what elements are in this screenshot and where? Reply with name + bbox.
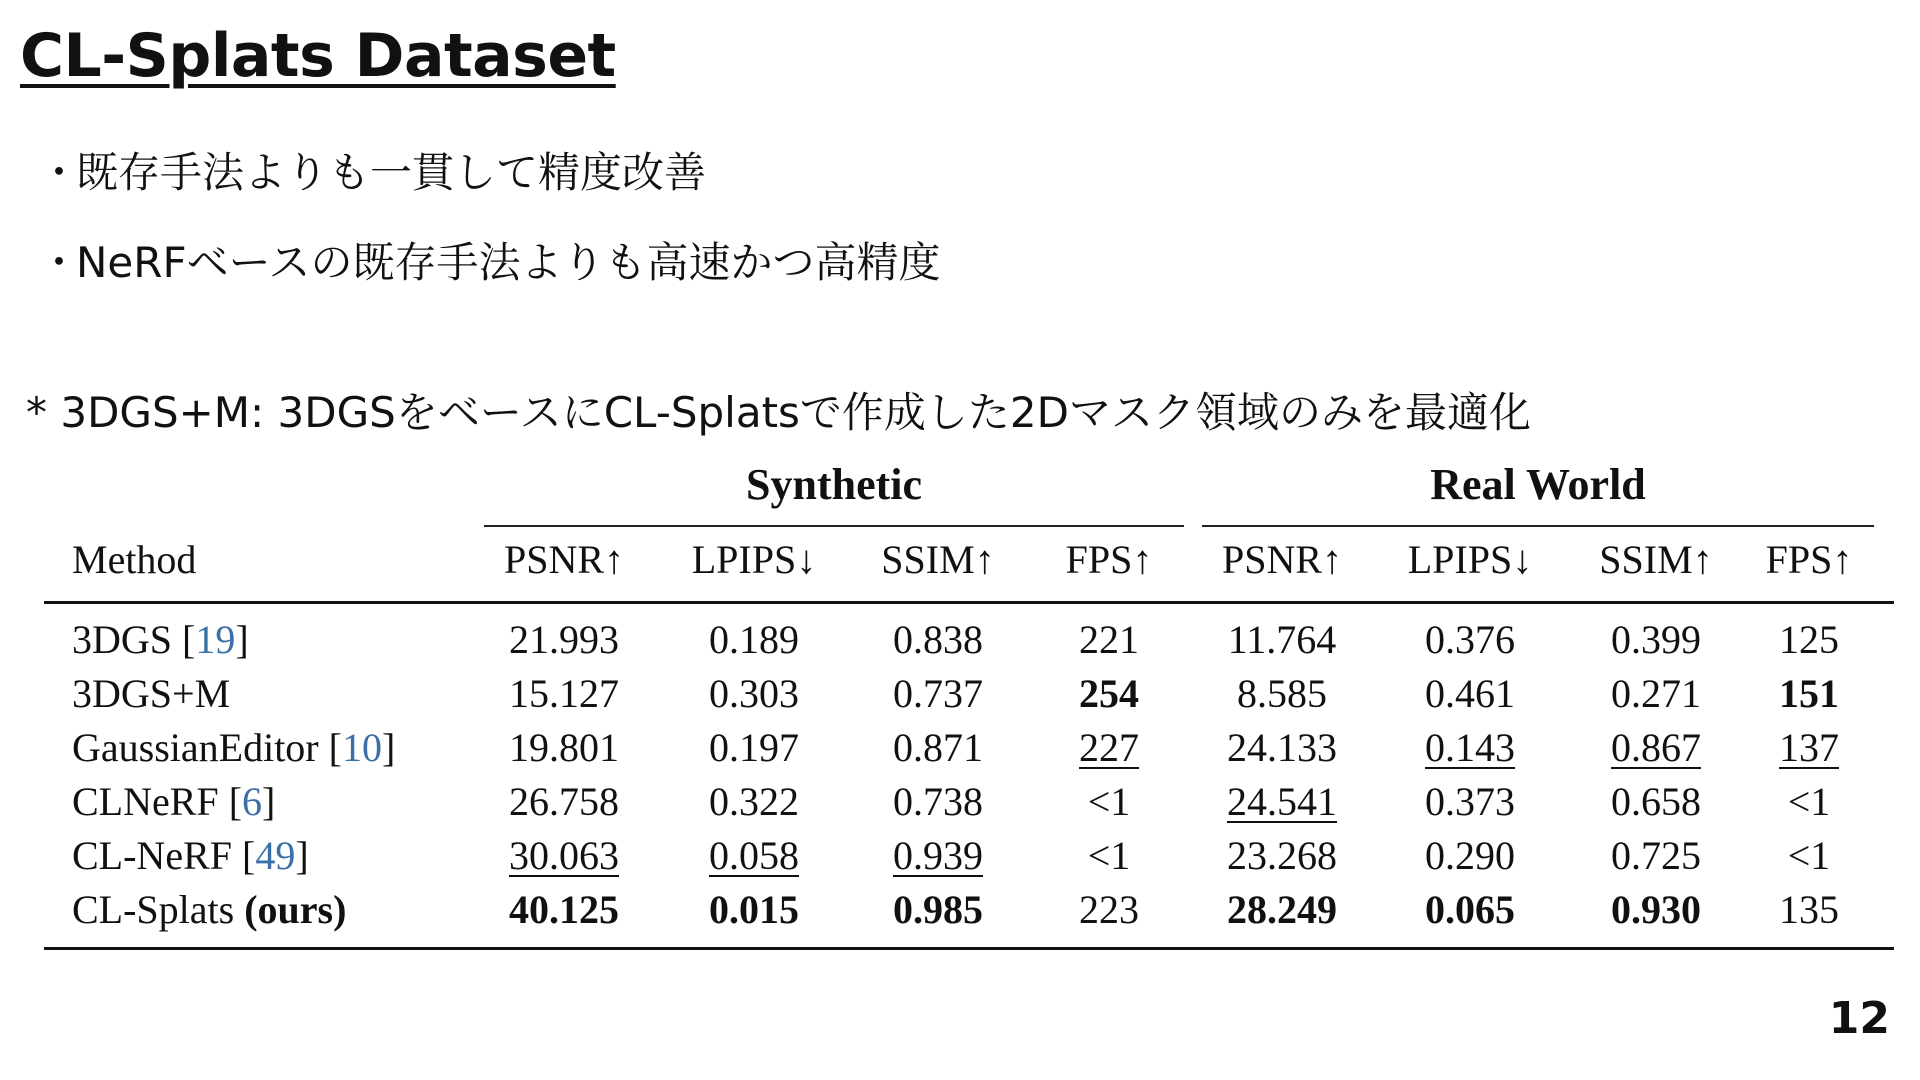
method-cell (72, 829, 309, 883)
column-header-row (44, 533, 1894, 587)
value-cell: 19.801 (509, 725, 619, 770)
column-header-method: Method (72, 537, 197, 582)
value-cell: 21.993 (509, 617, 619, 662)
value-cell: 0.737 (893, 671, 983, 716)
value-cell: 0.290 (1425, 833, 1515, 878)
method-name: CL-NeRF (72, 833, 242, 878)
bullet-marker: ・ (38, 148, 81, 197)
value-cell: 0.373 (1425, 779, 1515, 824)
method-cell (72, 613, 249, 667)
value-cell: 30.063 (509, 833, 619, 878)
column-header-psnr-real: PSNR↑ (1221, 537, 1343, 582)
citation-bracket: [ (228, 779, 243, 824)
value-cell: 137 (1779, 725, 1839, 770)
citation-bracket: [ (328, 725, 342, 770)
bullet-item (38, 218, 941, 308)
bullet-text: NeRFベースの既存手法よりも高速かつ高精度 (76, 238, 941, 287)
citation-link[interactable]: 19 (195, 617, 236, 662)
method-cell (72, 667, 230, 721)
page-number: 12 (1828, 993, 1890, 1044)
column-header-ssim-synthetic: SSIM↑ (881, 537, 995, 582)
value-cell: 221 (1079, 617, 1139, 662)
value-cell: 40.125 (509, 887, 619, 932)
table-row (44, 775, 1894, 829)
value-cell: <1 (1787, 833, 1831, 878)
value-cell: 0.322 (709, 779, 799, 824)
method-cell (72, 883, 346, 937)
column-header-psnr-synthetic: PSNR↑ (503, 537, 625, 582)
table-mid-rule (44, 601, 1894, 604)
value-cell: 11.764 (1227, 617, 1337, 662)
value-cell: <1 (1087, 833, 1131, 878)
table-row (44, 667, 1894, 721)
value-cell: 0.189 (709, 617, 799, 662)
method-name: CLNeRF (72, 779, 229, 824)
table-row (44, 613, 1894, 667)
group-header-real-world: Real World (1202, 455, 1874, 527)
citation-bracket: ] (381, 725, 396, 770)
citation-link[interactable]: 6 (242, 779, 263, 824)
citation-bracket: ] (295, 833, 309, 878)
bullet-text: 既存手法よりも一貫して精度改善 (76, 148, 707, 197)
value-cell: 0.015 (709, 887, 799, 932)
table-row (44, 829, 1894, 883)
method-name: CL-Splats (72, 887, 245, 932)
method-name: 3DGS (72, 617, 183, 662)
value-cell: 151 (1779, 671, 1839, 716)
value-cell: 0.985 (893, 887, 983, 932)
citation-bracket: ] (235, 617, 249, 662)
column-header-fps-synthetic: FPS↑ (1065, 537, 1153, 582)
method-name-suffix: (ours) (244, 887, 347, 932)
value-cell: 0.871 (893, 725, 983, 770)
value-cell: 0.461 (1425, 671, 1515, 716)
citation-link[interactable]: 10 (341, 725, 382, 770)
value-cell: 0.058 (709, 833, 799, 878)
value-cell: 26.758 (509, 779, 619, 824)
value-cell: 135 (1779, 887, 1839, 932)
value-cell: 227 (1079, 725, 1139, 770)
column-header-lpips-real: LPIPS↓ (1407, 537, 1533, 582)
citation-bracket: [ (242, 833, 256, 878)
value-cell: 23.268 (1227, 833, 1337, 878)
value-cell: 125 (1779, 617, 1839, 662)
value-cell: 0.271 (1611, 671, 1701, 716)
method-cell (72, 721, 395, 775)
value-cell: <1 (1787, 779, 1831, 824)
value-cell: 0.303 (709, 671, 799, 716)
method-name: GaussianEditor (72, 725, 329, 770)
value-cell: 223 (1079, 887, 1139, 932)
citation-bracket: [ (182, 617, 196, 662)
citation-link[interactable]: 49 (255, 833, 296, 878)
value-cell: 0.197 (709, 725, 799, 770)
value-cell: 0.725 (1611, 833, 1701, 878)
value-cell: 0.930 (1611, 887, 1701, 932)
table-row (44, 883, 1894, 937)
column-header-ssim-real: SSIM↑ (1599, 537, 1713, 582)
value-cell: 0.939 (893, 833, 983, 878)
value-cell: 0.867 (1611, 725, 1701, 770)
value-cell: 0.738 (893, 779, 983, 824)
column-header-lpips-synthetic: LPIPS↓ (691, 537, 817, 582)
table-row (44, 721, 1894, 775)
table-bottom-rule (44, 947, 1894, 950)
value-cell: 0.838 (893, 617, 983, 662)
value-cell: 254 (1079, 671, 1139, 716)
value-cell: 0.143 (1425, 725, 1515, 770)
column-header-fps-real: FPS↑ (1765, 537, 1853, 582)
bullet-list (38, 128, 941, 308)
method-cell (72, 775, 275, 829)
slide-title: CL-Splats Dataset (20, 21, 616, 91)
bullet-marker: ・ (38, 238, 81, 287)
value-cell: 28.249 (1227, 887, 1337, 932)
value-cell: 0.658 (1611, 779, 1701, 824)
value-cell: 24.541 (1227, 779, 1337, 824)
citation-bracket: ] (262, 779, 276, 824)
method-name: 3DGS+M (72, 671, 231, 716)
value-cell: 8.585 (1237, 671, 1327, 716)
footnote-3dgs-m: * 3DGS+M: 3DGSをベースにCL-Splatsで作成した2Dマスク領域のみを最適化 (26, 388, 1531, 437)
value-cell: 0.399 (1611, 617, 1701, 662)
value-cell: 0.376 (1425, 617, 1515, 662)
group-header-synthetic: Synthetic (484, 455, 1184, 527)
bullet-item (38, 128, 941, 218)
value-cell: 24.133 (1227, 725, 1337, 770)
value-cell: 15.127 (509, 671, 619, 716)
value-cell: 0.065 (1425, 887, 1515, 932)
value-cell: <1 (1087, 779, 1131, 824)
